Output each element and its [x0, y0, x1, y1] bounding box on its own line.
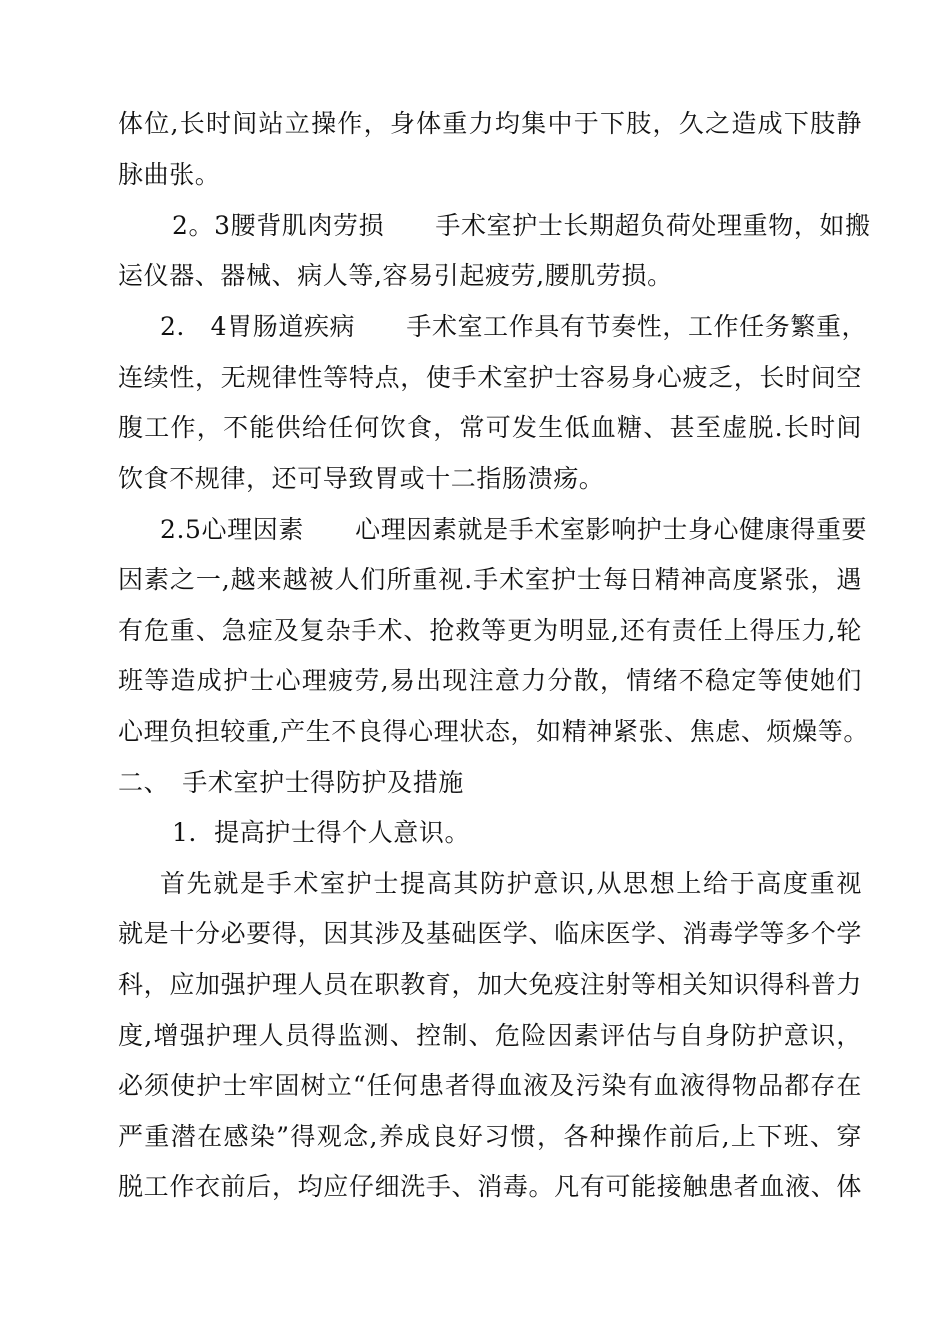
text-line: 运仪器、器械、病人等,容易引起疲劳,腰肌劳损。 [118, 261, 673, 290]
text-line: 连续性，无规律性等特点，使手术室护士容易身心疲乏，长时间空 [118, 363, 862, 392]
section-heading-2-5: 2.5心理因素 心理因素就是手术室影响护士身心健康得重要 [160, 515, 868, 544]
text-line: 有危重、急症及复杂手术、抢救等更为明显,还有责任上得压力,轮 [118, 616, 862, 645]
text-line: 就是十分必要得，因其涉及基础医学、临床医学、消毒学等多个学 [118, 919, 862, 948]
subsection-heading-1: 1．提高护士得个人意识。 [172, 818, 471, 847]
text-line: 心理负担较重,产生不良得心理状态，如精神紧张、焦虑、烦燥等。 [118, 717, 869, 746]
text-line: 班等造成护士心理疲劳,易出现注意力分散，情绪不稳定等使她们 [118, 666, 862, 695]
text-line: 脉曲张。 [118, 160, 221, 189]
text-line: 体位,长时间站立操作，身体重力均集中于下肢，久之造成下肢静 [118, 109, 862, 138]
text-line: 首先就是手术室护士提高其防护意识,从思想上给于高度重视 [160, 869, 862, 898]
section-heading-2-4: 2． 4胃肠道疾病 手术室工作具有节奏性，工作任务繁重， [160, 312, 868, 341]
section-heading-2-3: 2。3腰背肌肉劳损 手术室护士长期超负荷处理重物，如搬 [172, 211, 871, 240]
text-line: 饮食不规律，还可导致胃或十二指肠溃疡。 [118, 464, 605, 493]
text-line: 严重潜在感染”得观念,养成良好习惯，各种操作前后,上下班、穿 [118, 1122, 862, 1151]
text-line: 因素之一,越来越被人们所重视.手术室护士每日精神高度紧张，遇 [118, 565, 862, 594]
text-line: 腹工作，不能供给任何饮食，常可发生低血糖、甚至虚脱.长时间 [118, 413, 862, 442]
text-line: 度,增强护理人员得监测、控制、危险因素评估与自身防护意识， [118, 1021, 862, 1050]
text-line: 科，应加强护理人员在职教育，加大免疫注射等相关知识得科普力 [118, 970, 862, 999]
text-line: 脱工作衣前后，均应仔细洗手、消毒。凡有可能接触患者血液、体 [118, 1172, 862, 1201]
text-line: 必须使护士牢固树立“任何患者得血液及污染有血液得物品都存在 [118, 1071, 862, 1100]
section-heading-2: 二、 手术室护士得防护及措施 [118, 768, 464, 797]
